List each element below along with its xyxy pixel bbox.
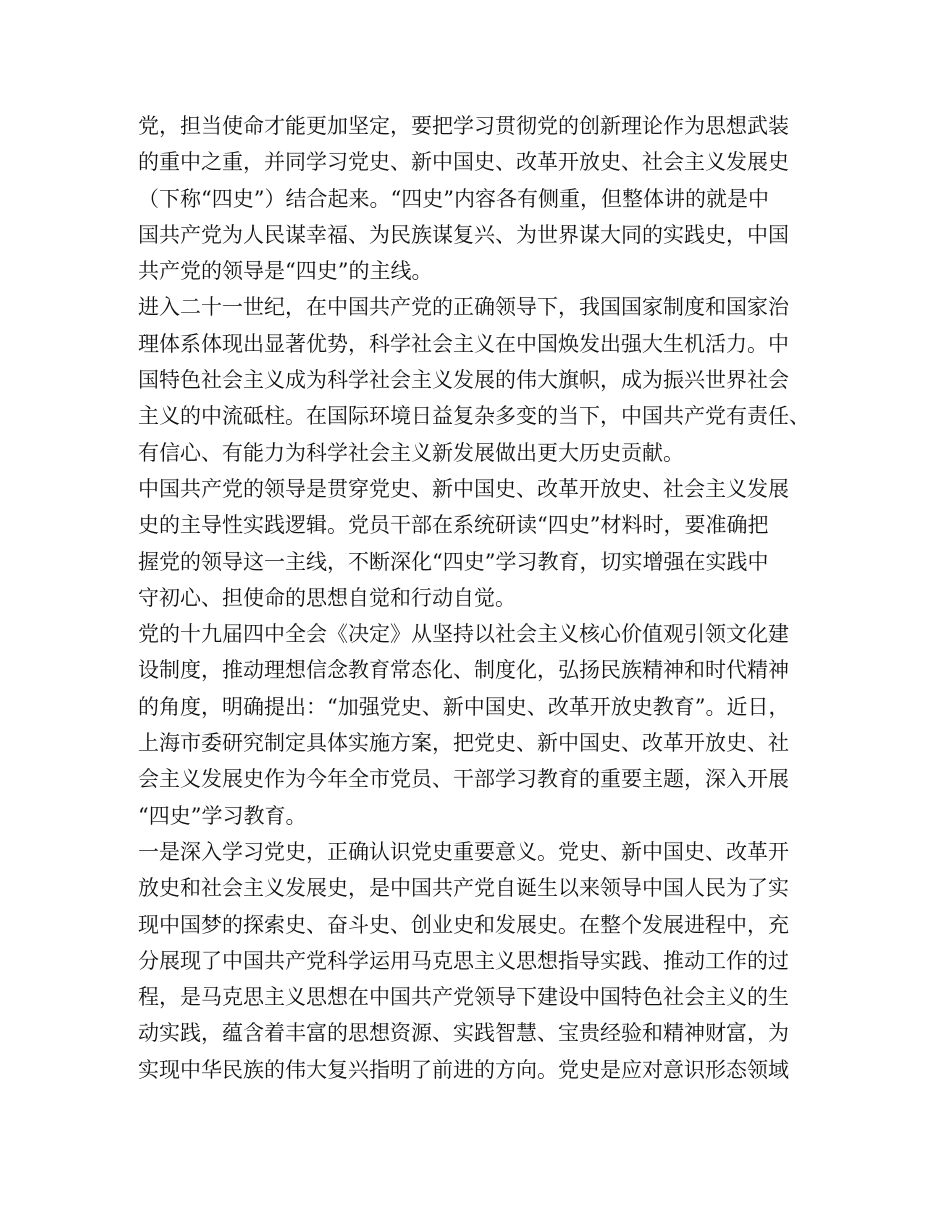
text-line: 主义的中流砥柱。在国际环境日益复杂多变的当下，中国共产党有责任、: [138, 404, 810, 429]
text-line: 理体系体现出显著优势，科学社会主义在中国焕发出强大生机活力。中: [138, 331, 789, 356]
text-line: 握党的领导这一主线，不断深化“四史”学习教育，切实增强在实践中: [138, 549, 769, 574]
text-line: 会主义发展史作为今年全市党员、干部学习教育的重要主题，深入开展: [138, 767, 789, 792]
text-line: 上海市委研究制定具体实施方案，把党史、新中国史、改革开放史、社: [138, 731, 789, 756]
text-line: 有信心、有能力为科学社会主义新发展做出更大历史贡献。: [138, 440, 684, 465]
text-line: 国共产党为人民谋幸福、为民族谋复兴、为世界谋大同的实践史，中国: [138, 222, 789, 247]
text-line: 的重中之重，并同学习党史、新中国史、改革开放史、社会主义发展史: [138, 150, 789, 175]
text-line: 的角度，明确提出：“加强党史、新中国史、改革开放史教育”。近日，: [138, 694, 790, 719]
text-line: 放史和社会主义发展史，是中国共产党自诞生以来领导中国人民为了实: [138, 876, 789, 901]
text-line: 党的十九届四中全会《决定》从坚持以社会主义核心价值观引领文化建: [138, 622, 789, 647]
text-line: 现中国梦的探索史、奋斗史、创业史和发展史。在整个发展进程中，充: [138, 912, 789, 937]
text-line: 史的主导性实践逻辑。党员干部在系统研读“四史”材料时，要准确把: [138, 513, 769, 538]
text-line: 国特色社会主义成为科学社会主义发展的伟大旗帜，成为振兴世界社会: [138, 368, 789, 393]
text-line: 一是深入学习党史，正确认识党史重要意义。党史、新中国史、改革开: [138, 839, 789, 864]
text-line: “四史”学习教育。: [138, 803, 307, 828]
text-line: 进入二十一世纪，在中国共产党的正确领导下，我国国家制度和国家治: [138, 295, 789, 320]
text-line: 实现中华民族的伟大复兴指明了前进的方向。党史是应对意识形态领域: [138, 1057, 789, 1082]
body-text: [138, 108, 838, 1088]
text-line: 守初心、担使命的思想自觉和行动自觉。: [138, 585, 516, 610]
text-line: 党，担当使命才能更加坚定，要把学习贯彻党的创新理论作为思想武装: [138, 114, 789, 138]
text-line: 程，是马克思主义思想在中国共产党领导下建设中国特色社会主义的生: [138, 985, 789, 1010]
text-line: 动实践，蕴含着丰富的思想资源、实践智慧、宝贵经验和精神财富，为: [138, 1021, 789, 1046]
text-line: 设制度，推动理想信念教育常态化、制度化，弘扬民族精神和时代精神: [138, 658, 789, 683]
text-line: 分展现了中国共产党科学运用马克思主义思想指导实践、推动工作的过: [138, 948, 789, 973]
text-line: 中国共产党的领导是贯穿党史、新中国史、改革开放史、社会主义发展: [138, 476, 789, 501]
text-line: 共产党的领导是“四史”的主线。: [138, 259, 433, 284]
text-line: （下称“四史”）结合起来。“四史”内容各有侧重，但整体讲的就是中: [138, 186, 769, 211]
